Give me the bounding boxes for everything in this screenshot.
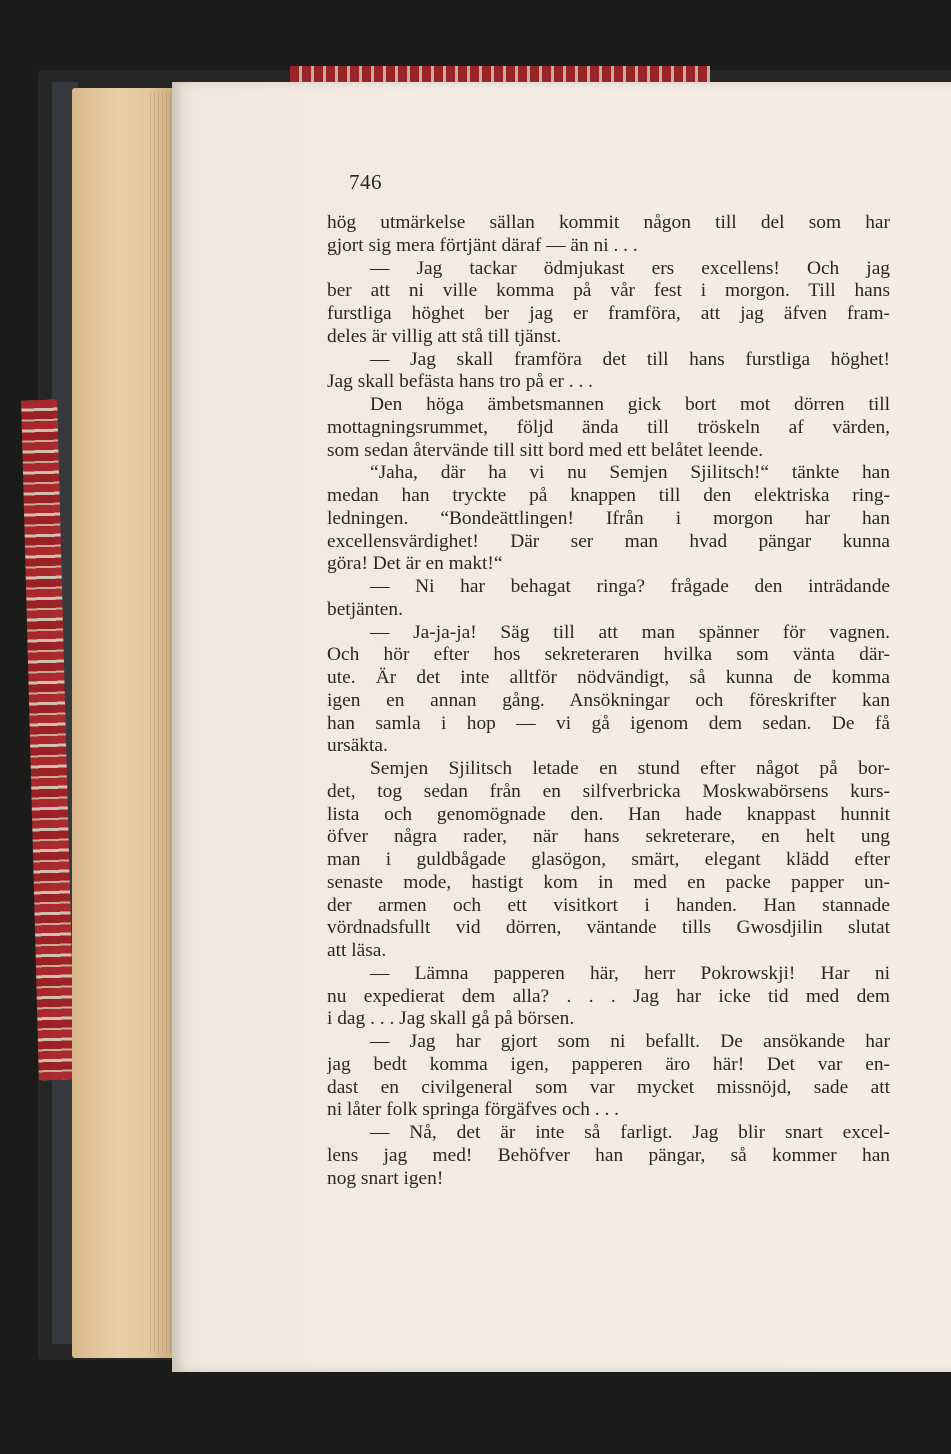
text-line: det, tog sedan från en silfverbricka Moskwabörsens kurs- [327,780,890,802]
page-stack-lines [150,92,174,1354]
text-line: Och hör efter hos sekreteraren hvilka som vänta där- [327,644,890,666]
text-line: igen en annan gång. Ansökningar och föreskrifter kan [327,689,890,711]
text-line: Den höga ämbetsmannen gick bort mot dörren till [370,394,890,415]
text-line: ni låter folk springa förgäfves och . . . [327,1099,620,1121]
text-line: betjänten. [327,598,403,620]
text-line: som sedan återvände till sitt bord med ett belåtet leende. [327,439,764,461]
text-line: — Nå, det är inte så farligt. Jag blir snart excel- [370,1122,890,1143]
text-line: vördnadsfullt vid dörren, väntande tills Gwosdjilin slutat [327,917,890,939]
text-line: i dag . . . Jag skall gå på börsen. [327,1008,575,1030]
text-line: ledningen. “Bondeättlingen! Ifrån i morgon har han [327,507,890,529]
text-line: “Jaha, där ha vi nu Semjen Sjilitsch!“ tänkte han [370,462,890,484]
text-line: senaste mode, hastigt kom in med en packe papper un- [327,871,890,893]
text-line: nog snart igen! [327,1167,444,1189]
text-line: öfver några rader, när hans sekreterare, en helt ung [327,826,890,848]
text-line: deles är villig att stå till tjänst. [327,325,562,347]
text-line: — Jag skall framföra det till hans furstliga höghet! [370,348,890,370]
text-line: han samla i hop — vi gå igenom dem sedan. De få [327,712,890,734]
text-line: att läsa. [327,940,387,961]
text-line: Jag skall befästa hans tro på er . . . [327,371,593,393]
text-line: medan han tryckte på knappen till den elektriska ring- [327,485,890,506]
text-line: lista och genomögnade den. Han hade knappast hunnit [327,803,890,825]
text-line: — Ja-ja-ja! Säg till att man spänner för vagnen. [370,621,890,643]
ribbon-bookmark-top [290,66,710,82]
text-line: — Lämna papperen här, herr Pokrowskji! Har ni [370,962,890,984]
text-line: mottagningsrummet, följd ända till tröskeln af värden, [327,416,890,438]
text-line: dast en civilgeneral som var mycket missnöjd, sade att [327,1076,890,1098]
text-line: jag bedt komma igen, papperen äro här! Det var en- [327,1053,890,1075]
text-line: — Ni har behagat ringa? frågade den inträdande [370,576,890,597]
text-line: hög utmärkelse sällan kommit någon till del som har [327,212,890,233]
text-line: der armen och ett visitkort i handen. Han stannade [327,894,890,916]
text-line: man i guldbågade glasögon, smärt, elegant klädd efter [327,849,890,870]
page-text [327,212,890,1190]
text-line: ute. Är det inte alltför nödvändigt, så kunna de komma [327,667,890,688]
text-line: — Jag har gjort som ni befallt. De ansökande har [370,1031,890,1052]
text-line: gjort sig mera förtjänt däraf — än ni . . . [327,234,638,256]
text-line: göra! Det är en makt!“ [327,553,503,575]
text-line: nu expedierat dem alla? . . . Jag har icke tid med dem [327,985,890,1007]
text-line: — Jag tackar ödmjukast ers excellens! Och jag [370,257,890,279]
text-line: lens jag med! Behöfver han pängar, så kommer han [327,1144,890,1166]
text-line: ursäkta. [327,735,388,757]
text-line: ber att ni ville komma på vår fest i morgon. Till hans [327,280,890,302]
text-line: excellensvärdighet! Där ser man hvad pängar kunna [327,530,890,552]
page-number: 746 [349,170,382,194]
text-line: Semjen Sjilitsch letade en stund efter något på bor- [370,758,890,779]
text-line: furstliga höghet ber jag er framföra, att jag äfven fram- [327,303,890,324]
